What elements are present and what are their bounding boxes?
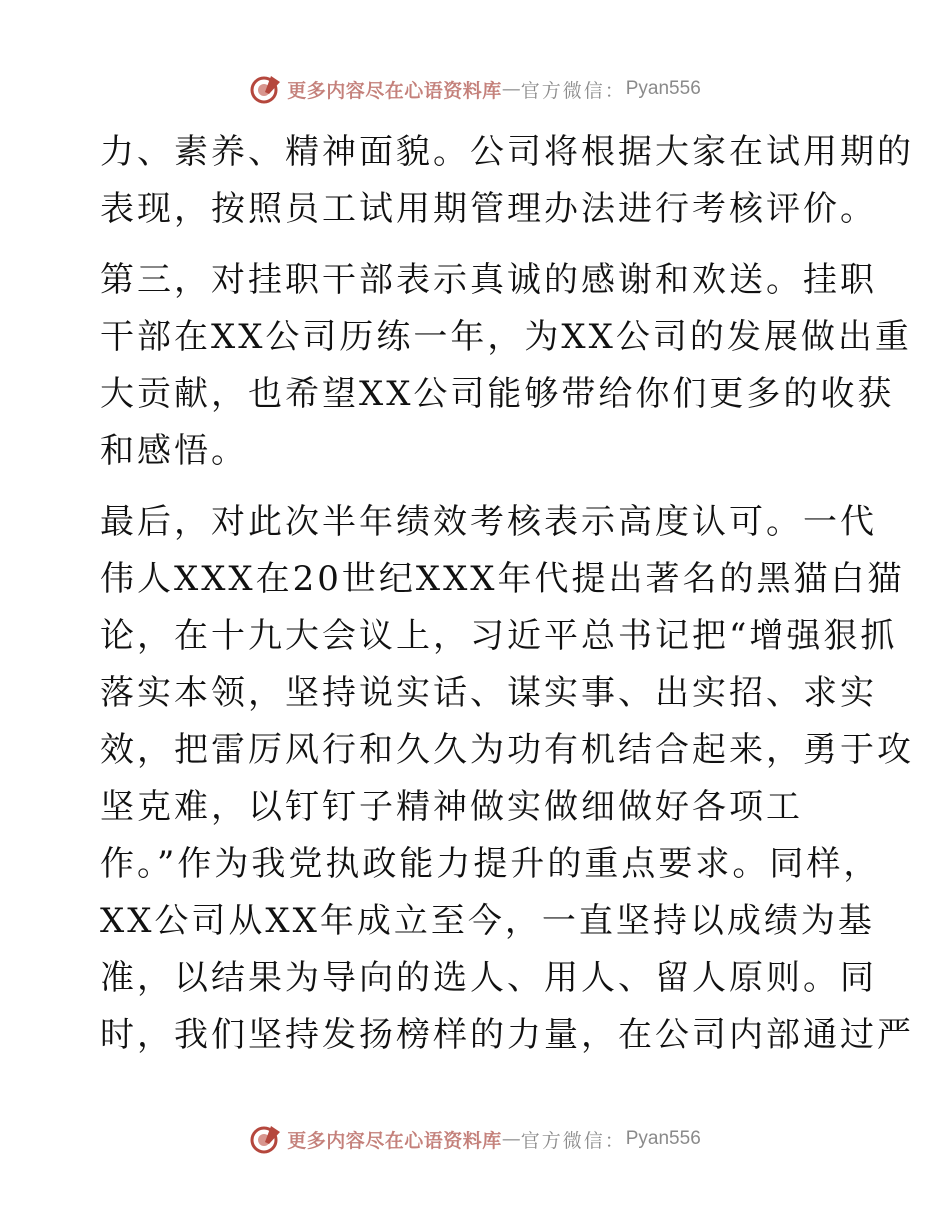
watermark-wechat-id: Pyan556 [625,1128,701,1149]
watermark-main-text: 更多内容尽在心语资料库 [287,79,502,102]
document-body [100,124,914,1064]
watermark-wechat-id: Pyan556 [625,78,701,99]
watermark-official-label: 官方微信： [520,79,626,102]
text-line: 表现，按照员工试用期管理办法进行考核评价。 [100,189,877,229]
text-line: 落实本领，坚持说实话、谋实事、出实招、求实 [100,673,877,713]
header-watermark [0,72,950,106]
text-line: 作。”作为我党执政能力提升的重点要求。同样， [100,844,881,884]
watermark-brand [249,72,701,106]
watermark-main-text: 更多内容尽在心语资料库 [287,1129,502,1152]
paragraph-3 [100,494,914,1064]
text-line: 和感悟。 [100,431,248,471]
brand-logo-icon [249,72,283,106]
watermark-official-label: 官方微信： [520,1129,626,1152]
watermark-brand [249,1122,701,1156]
text-line: 论，在十九大会议上，习近平总书记把“增强狠抓 [100,616,898,656]
brand-logo-icon [249,1122,283,1156]
text-line: 力、素养、精神面貌。公司将根据大家在试用期的 [100,132,914,172]
text-line: 干部在XX公司历练一年，为XX公司的发展做出重 [100,317,912,357]
paragraph-1 [100,124,914,238]
text-line: 坚克难，以钉钉子精神做实做细做好各项工 [100,787,803,827]
text-line: XX公司从XX年成立至今，一直坚持以成绩为基 [100,901,875,941]
text-line: 时，我们坚持发扬榜样的力量，在公司内部通过严 [100,1015,914,1055]
text-line: 准，以结果为导向的选人、用人、留人原则。同 [100,958,877,998]
paragraph-2 [100,252,912,480]
text-line: 效，把雷厉风行和久久为功有机结合起来，勇于攻 [100,730,914,770]
watermark-dash: — [501,1128,521,1150]
text-line: 伟人XXX在20世纪XXX年代提出著名的黑猫白猫 [100,559,905,599]
text-line: 第三，对挂职干部表示真诚的感谢和欢送。挂职 [100,260,877,300]
text-line: 最后，对此次半年绩效考核表示高度认可。一代 [100,502,877,542]
text-line: 大贡献，也希望XX公司能够带给你们更多的收获 [100,374,895,414]
watermark-dash: — [501,78,521,100]
footer-watermark [0,1122,950,1156]
